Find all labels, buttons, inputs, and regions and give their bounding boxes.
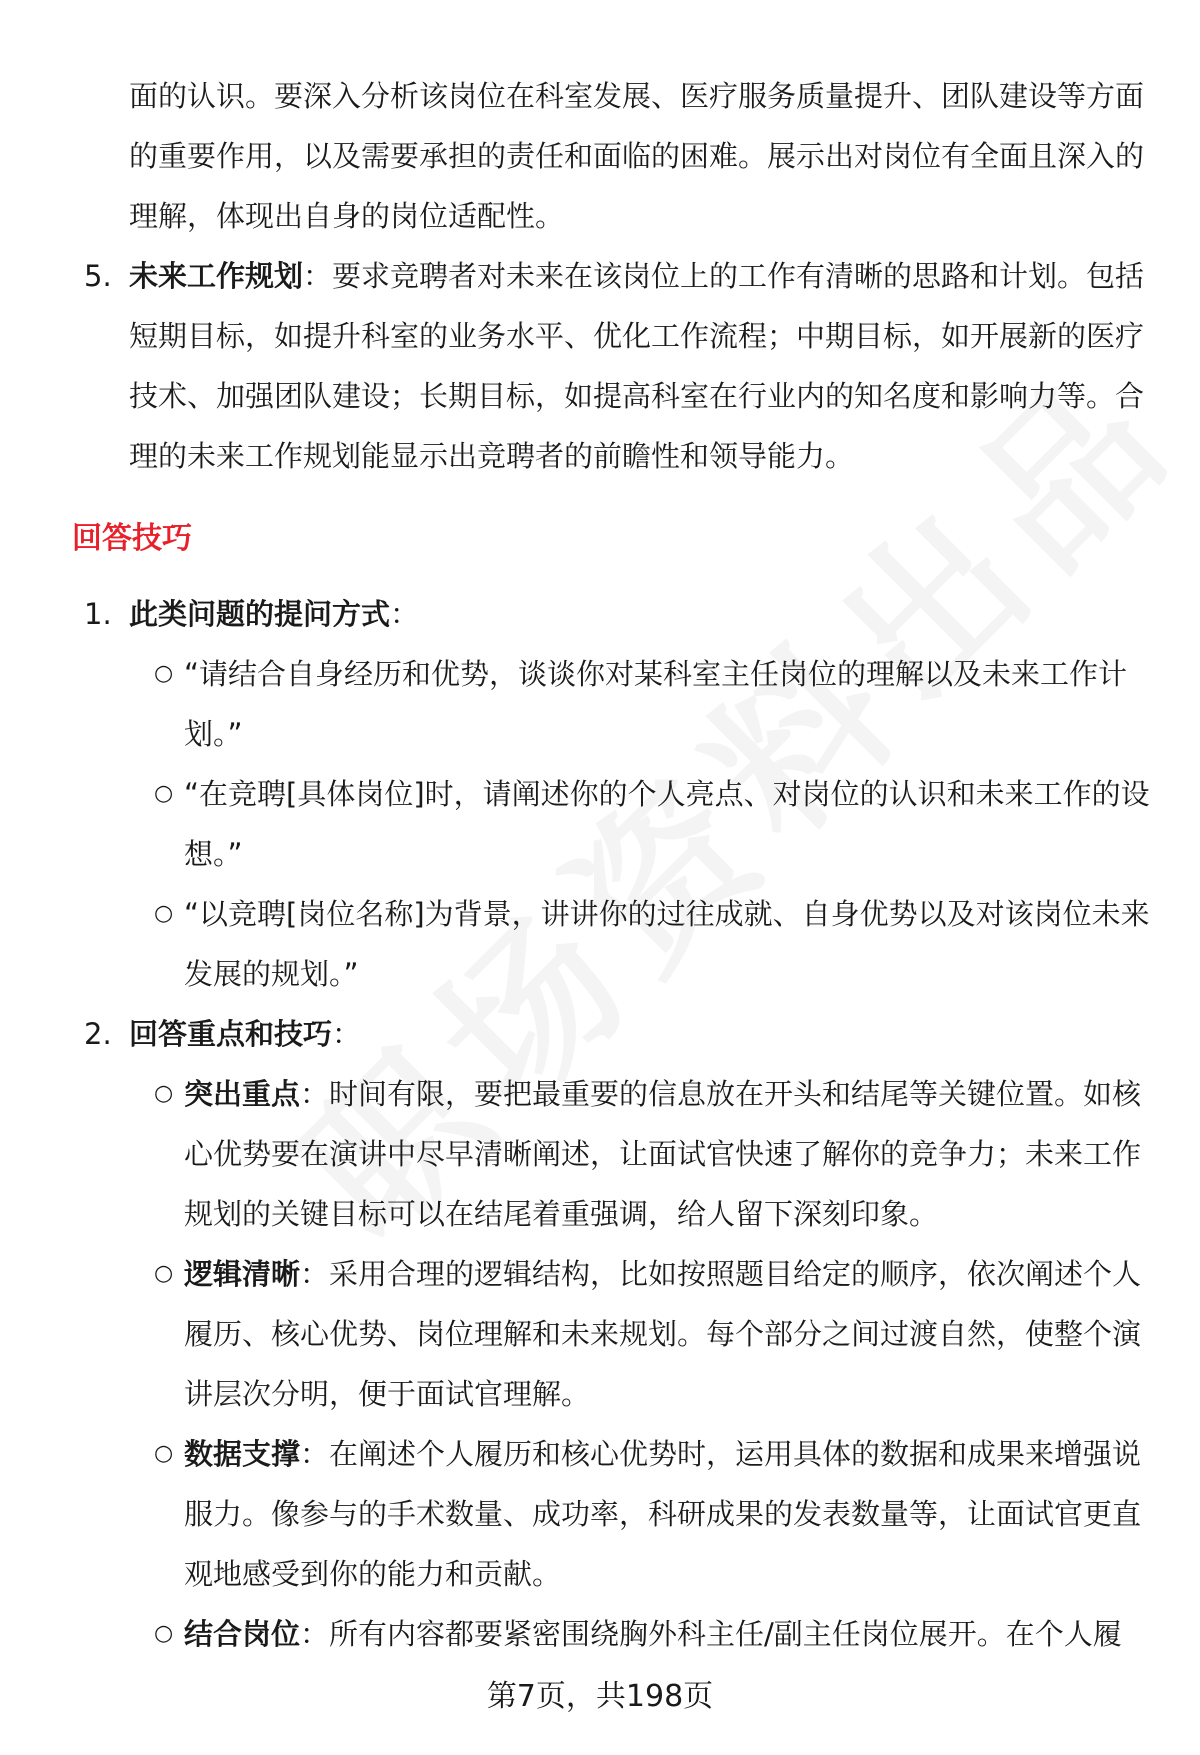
sub-item-text: ：时间有限，要把最重要的信息放在开头和结尾等关键位置。如核心优势要在演讲中尽早清晰阐述，让面试官快速了解你的竞争力；未来工作规划的关键目标可以在结尾着重强调，给人留下深刻印象。 xyxy=(184,1077,1142,1231)
list-item-answer-tips xyxy=(72,1004,1157,1064)
sub-list-item xyxy=(72,1064,1157,1244)
item-title: 此类问题的提问方式 xyxy=(129,597,391,631)
hollow-bullet-icon: ○ xyxy=(154,661,174,686)
hollow-bullet-icon: ○ xyxy=(154,781,174,806)
hollow-bullet-icon: ○ xyxy=(154,901,174,926)
sub-item-text: “请结合自身经历和优势，谈谈你对某科室主任岗位的理解以及未来工作计划。” xyxy=(184,657,1128,751)
list-number: 5. xyxy=(84,259,112,293)
list-number: 2. xyxy=(84,1017,112,1051)
list-item-question-forms xyxy=(72,584,1157,644)
sub-item-text: ：在阐述个人履历和核心优势时，运用具体的数据和成果来增强说服力。像参与的手术数量、成功率，科研成果的发表数量等，让面试官更直观地感受到你的能力和贡献。 xyxy=(184,1437,1142,1591)
hollow-bullet-icon: ○ xyxy=(154,1261,174,1286)
item-title: 回答重点和技巧 xyxy=(129,1017,333,1051)
sub-item-title: 突出重点 xyxy=(184,1077,301,1111)
item-colon: ： xyxy=(332,1017,362,1051)
sub-list-item xyxy=(72,1604,1157,1664)
hollow-bullet-icon: ○ xyxy=(154,1441,174,1466)
item-text: ：要求竞聘者对未来在该岗位上的工作有清晰的思路和计划。包括短期目标，如提升科室的业务水平、优化工作流程；中期目标，如开展新的医疗技术、加强团队建设；长期目标，如提高科室在行业内的知名度和影响力等。合理的未来工作规划能显示出竞聘者的前瞻性和领导能力。 xyxy=(129,259,1145,473)
page-content xyxy=(72,66,1157,1664)
item-title: 未来工作规划 xyxy=(129,259,304,293)
page-footer: 第7页，共198页 xyxy=(486,1679,714,1714)
sub-item-title: 结合岗位 xyxy=(184,1617,301,1651)
hollow-bullet-icon: ○ xyxy=(154,1081,174,1106)
sub-list-item xyxy=(72,1244,1157,1424)
sub-list-item xyxy=(72,644,1157,764)
sub-item-text: ：所有内容都要紧密围绕胸外科主任/副主任岗位展开。在个人履 xyxy=(300,1617,1122,1651)
sub-list-item xyxy=(72,884,1157,1004)
list-item-future-plan xyxy=(72,246,1157,486)
sub-item-text: “在竞聘[具体岗位]时，请阐述你的个人亮点、对岗位的认识和未来工作的设想。” xyxy=(184,777,1150,871)
sub-item-title: 逻辑清晰 xyxy=(184,1257,301,1291)
list-number: 1. xyxy=(84,597,112,631)
sub-item-title: 数据支撑 xyxy=(184,1437,301,1471)
section-heading: 回答技巧 xyxy=(72,521,192,556)
sub-list-question-forms xyxy=(72,644,1157,1004)
paragraph-continuation: 面的认识。要深入分析该岗位在科室发展、医疗服务质量提升、团队建设等方面的重要作用，以及需要承担的责任和面临的困难。展示出对岗位有全面且深入的理解，体现出自身的岗位适配性。 xyxy=(129,79,1145,233)
sub-item-text: ：采用合理的逻辑结构，比如按照题目给定的顺序，依次阐述个人履历、核心优势、岗位理解和未来规划。每个部分之间过渡自然，使整个演讲层次分明，便于面试官理解。 xyxy=(184,1257,1142,1411)
sub-list-item xyxy=(72,1424,1157,1604)
sub-item-text: “以竞聘[岗位名称]为背景，讲讲你的过往成就、自身优势以及对该岗位未来发展的规划。” xyxy=(184,897,1150,991)
item-colon: ： xyxy=(390,597,420,631)
hollow-bullet-icon: ○ xyxy=(154,1621,174,1646)
sub-list-answer-tips xyxy=(72,1064,1157,1664)
sub-list-item xyxy=(72,764,1157,884)
